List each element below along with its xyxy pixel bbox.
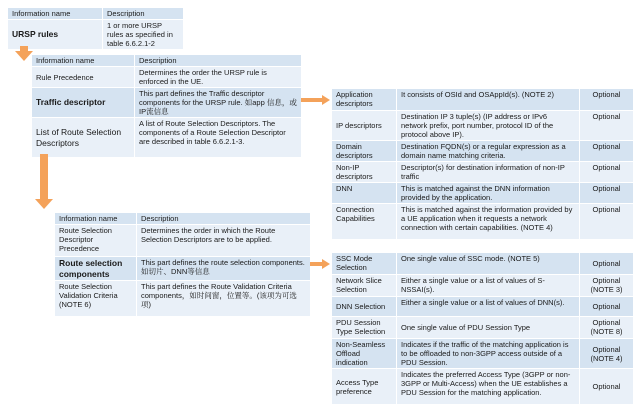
header-information-name: Information name — [55, 213, 137, 225]
ssc-mode-presence: Optional — [580, 253, 634, 275]
header-information-name: Information name — [8, 8, 103, 20]
network-slice-description: Either a single value or a list of values of S-NSSAI(s). — [397, 275, 580, 297]
rule-precedence-description: Determines the order the URSP rule is enforced in the UE. — [135, 67, 302, 88]
arrow-head-right — [322, 95, 330, 105]
network-slice-name: Network Slice Selection — [332, 275, 397, 297]
header-description: Description — [103, 8, 184, 20]
rsd-precedence-name: Route Selection Descriptor Precedence — [55, 225, 137, 257]
header-description: Description — [137, 213, 311, 225]
app-descriptors-name: Application descriptors — [332, 89, 397, 111]
ip-descriptors-name: IP descriptors — [332, 111, 397, 141]
domain-descriptors-description: Destination FQDN(s) or a regular expression as a domain name matching criteria. — [397, 141, 580, 162]
rsd-precedence-description: Determines the order in which the Route Selection Descriptors are to be applied. — [137, 225, 311, 257]
dnn-selection-description: Either a single value or a list of values of DNN(s). — [397, 297, 580, 317]
arrow-list-to-rsd — [40, 154, 48, 200]
dnn-description: This is matched against the DNN information provided by the application. — [397, 183, 580, 204]
domain-descriptors-name: Domain descriptors — [332, 141, 397, 162]
non-ip-descriptors-presence: Optional — [580, 162, 634, 183]
ursp-rules-description: 1 or more URSP rules as specified in table 6.6.2.1-2 — [103, 20, 184, 50]
ursp-rules-name: URSP rules — [8, 20, 103, 50]
pdu-session-type-name: PDU Session Type Selection — [332, 317, 397, 339]
header-description: Description — [135, 55, 302, 67]
route-selection-components-name: Route selection components — [55, 257, 137, 281]
dnn-selection-presence: Optional — [580, 297, 634, 317]
dnn-presence: Optional — [580, 183, 634, 204]
access-type-description: Indicates the preferred Access Type (3GPP or non-3GPP or Multi-Access) when the UE establishes a PDU Session for the matching application. — [397, 369, 580, 405]
validation-criteria-description: This part defines the Route Validation Criteria components，如时间窗，位置等。(该项为可选项) — [137, 281, 311, 317]
validation-criteria-name: Route Selection Validation Criteria (NOTE 6) — [55, 281, 137, 317]
route-selection-list-name: List of Route Selection Descriptors — [32, 118, 135, 158]
app-descriptors-description: It consists of OSId and OSAppId(s). (NOTE 2) — [397, 89, 580, 111]
non-seamless-offload-name: Non-Seamless Offload indication — [332, 339, 397, 369]
ip-descriptors-presence: Optional — [580, 111, 634, 141]
access-type-presence: Optional — [580, 369, 634, 405]
connection-capabilities-presence: Optional — [580, 204, 634, 240]
arrow-traffic-to-descriptors — [301, 98, 323, 102]
pdu-session-type-presence: Optional (NOTE 8) — [580, 317, 634, 339]
header-information-name: Information name — [32, 55, 135, 67]
connection-capabilities-name: Connection Capabilities — [332, 204, 397, 240]
traffic-descriptor-name: Traffic descriptor — [32, 88, 135, 118]
connection-capabilities-description: This is matched against the information provided by a UE application when it requests a network connection with certain capabilities. (NOTE 4) — [397, 204, 580, 240]
arrow-head-down — [35, 199, 53, 209]
arrow-head-right — [322, 259, 330, 269]
route-selection-list-description: A list of Route Selection Descriptors. The components of a Route Selection Descriptor are described in table 6.6.2.1-3. — [135, 118, 302, 158]
non-seamless-offload-presence: Optional (NOTE 4) — [580, 339, 634, 369]
traffic-descriptor-description: This part defines the Traffic descriptor components for the URSP rule. 如app 信息，或IP流信息 — [135, 88, 302, 118]
domain-descriptors-presence: Optional — [580, 141, 634, 162]
ssc-mode-name: SSC Mode Selection — [332, 253, 397, 275]
network-slice-presence: Optional (NOTE 3) — [580, 275, 634, 297]
non-ip-descriptors-name: Non-IP descriptors — [332, 162, 397, 183]
route-selection-components-description: This part defines the route selection components.如切片、DNN等信息 — [137, 257, 311, 281]
dnn-name: DNN — [332, 183, 397, 204]
route-selection-components-table — [331, 252, 634, 405]
non-ip-descriptors-description: Descriptor(s) for destination information of non-IP traffic — [397, 162, 580, 183]
ip-descriptors-description: Destination IP 3 tuple(s) (IP address or IPv6 network prefix, port number, protocol ID of the protocol above IP). — [397, 111, 580, 141]
ursp-rule-table — [31, 54, 302, 158]
ursp-rules-table — [7, 7, 184, 50]
dnn-selection-name: DNN Selection — [332, 297, 397, 317]
non-seamless-offload-description: Indicates if the traffic of the matching application is to be offloaded to non-3GPP access outside of a PDU Session. — [397, 339, 580, 369]
access-type-name: Access Type preference — [332, 369, 397, 405]
app-descriptors-presence: Optional — [580, 89, 634, 111]
route-selection-descriptor-table — [54, 212, 311, 317]
traffic-descriptor-table — [331, 88, 634, 240]
ssc-mode-description: One single value of SSC mode. (NOTE 5) — [397, 253, 580, 275]
rule-precedence-name: Rule Precedence — [32, 67, 135, 88]
pdu-session-type-description: One single value of PDU Session Type — [397, 317, 580, 339]
